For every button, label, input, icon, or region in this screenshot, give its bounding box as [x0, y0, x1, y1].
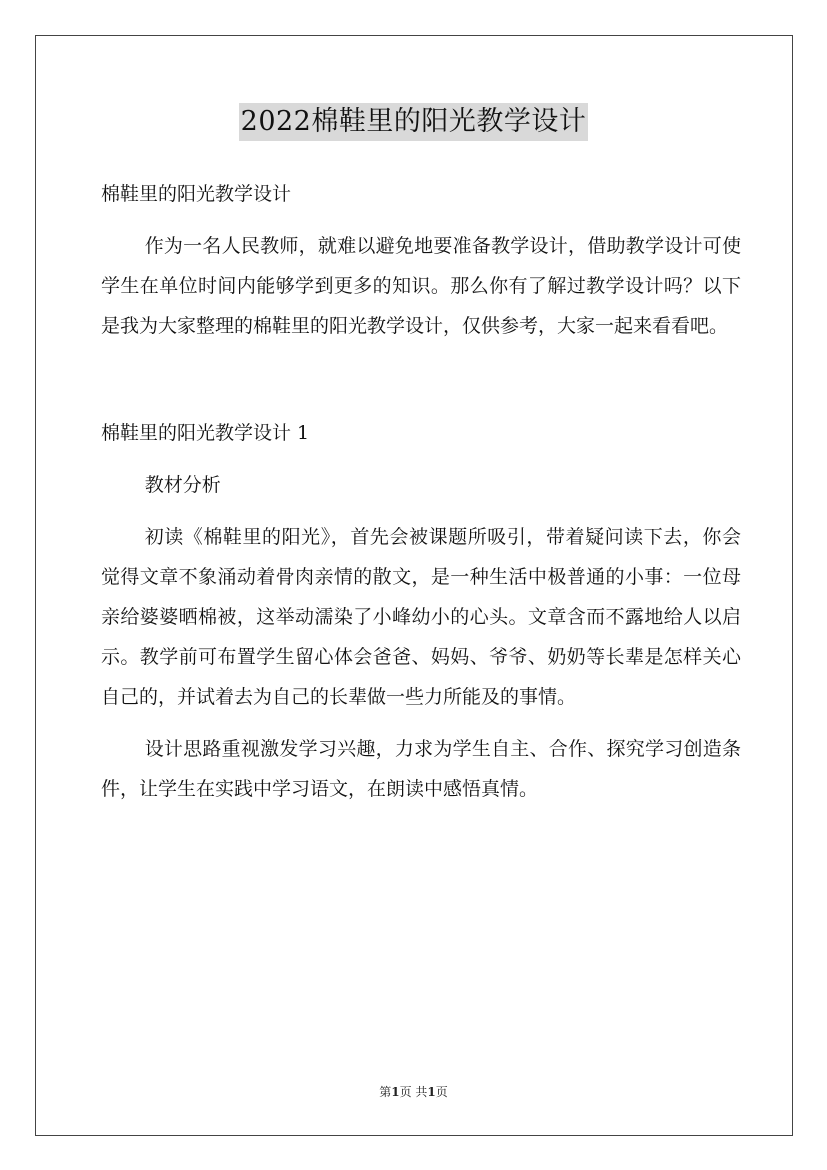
section-heading-1: 棉鞋里的阳光教学设计 1 [101, 422, 310, 444]
body-paragraph: 设计思路重视激发学习兴趣，力求为学生自主、合作、探究学习创造条件，让学生在实践中学习语文，在朗读中感悟真情。 [101, 738, 741, 800]
subheading-material-analysis: 教材分析 [144, 474, 221, 496]
page-label-mid: 页 共 [399, 1085, 428, 1099]
intro-paragraph: 作为一名人民教师，就难以避免地要准备教学设计，借助教学设计可使学生在单位时间内能够学到更多的知识。那么你有了解过教学设计吗？以下是我为大家整理的棉鞋里的阳光教学设计，仅供参考，大家一起来看看吧。 [101, 235, 741, 337]
page-footer [0, 1083, 827, 1100]
current-page-number: 1 [391, 1085, 400, 1099]
page-label-suffix: 页 [435, 1085, 448, 1099]
section-heading: 棉鞋里的阳光教学设计 [101, 183, 292, 205]
document-title: 2022棉鞋里的阳光教学设计 [239, 103, 589, 141]
title-container [0, 103, 827, 141]
document-body [101, 174, 741, 809]
total-page-number: 1 [427, 1085, 436, 1099]
body-paragraph: 初读《棉鞋里的阳光》，首先会被课题所吸引，带着疑问读下去，你会觉得文章不象涌动着骨肉亲情的散文，是一种生活中极普通的小事：一位母亲给婆婆晒棉被，这举动濡染了小峰幼小的心头。文章含而不露地给人以启示。教学前可布置学生留心体会爸爸、妈妈、爷爷、奶奶等长辈是怎样关心自己的，并试着去为自己的长辈做一些力所能及的事情。 [101, 526, 741, 708]
page-label-prefix: 第 [379, 1085, 392, 1099]
